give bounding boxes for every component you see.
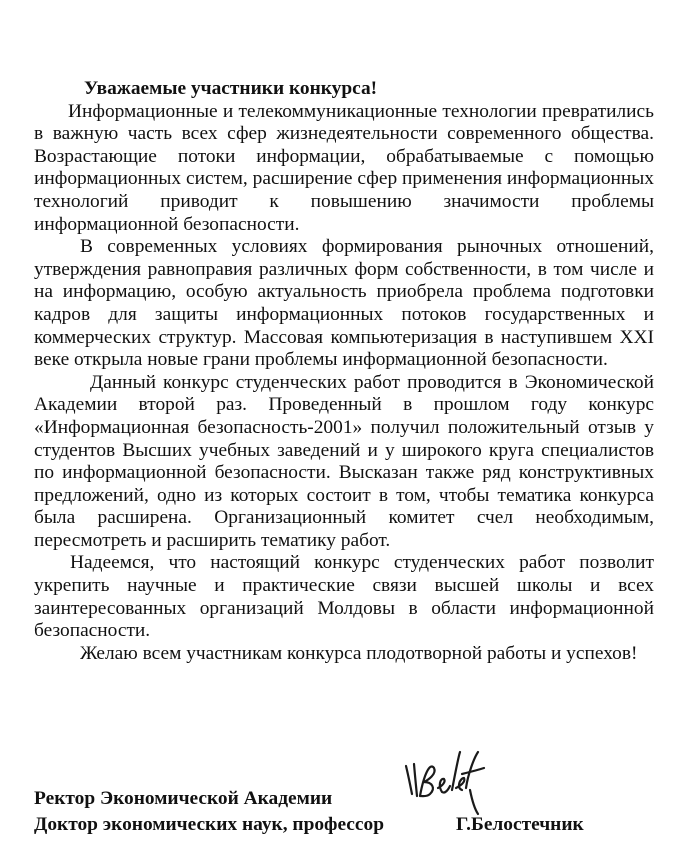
signer-name: Г.Белостечник [456, 814, 584, 835]
letter-body [34, 78, 654, 665]
signature-block [34, 786, 654, 838]
paragraph-4: Надеемся, что настоящий конкурс студенческих работ позволит укрепить научные и практические связи высшей школы и всех заинтересованных организаций Молдовы в области информационной безопасности. [34, 552, 654, 642]
signer-title: Ректор Экономической Академии [34, 788, 333, 809]
paragraph-1: Информационные и телекоммуникационные технологии превратились в важную часть всех сфер жизнедеятельности современного общества. Возрастающие потоки информации, обрабатываемые с помощью информационных систем, расширение сфер применения информационных технологий приводит к повышению значимости проблемы информационной безопасности. [34, 100, 654, 235]
paragraph-5: Желаю всем участникам конкурса плодотворной работы и успехов! [80, 642, 638, 664]
signer-degree: Доктор экономических наук, профессор [34, 814, 384, 835]
paragraph-3: Данный конкурс студенческих работ проводится в Экономической Академии второй раз. Проведенный в прошлом году конкурс «Информационная безопасность-2001» получил положительный отзыв у студентов Высших учебных заведений и у широкого круга специалистов по информационной безопасности. Высказан также ряд конструктивных предложений, одно из которых состоит в том, чтобы тематика конкурса была расширена. Организационный комитет счел необходимым, пересмотреть и расширить тематику работ. [34, 371, 654, 551]
letter-greeting: Уважаемые участники конкурса! [84, 78, 378, 99]
paragraph-2: В современных условиях формирования рыночных отношений, утверждения равноправия различных форм собственности, в том числе и на информацию, особую актуальность приобрела проблема подготовки кадров для защиты информационных потоков государственных и коммерческих структур. Массовая компьютеризация в наступившем XXI веке открыла новые грани проблемы информационной безопасности. [34, 236, 654, 371]
